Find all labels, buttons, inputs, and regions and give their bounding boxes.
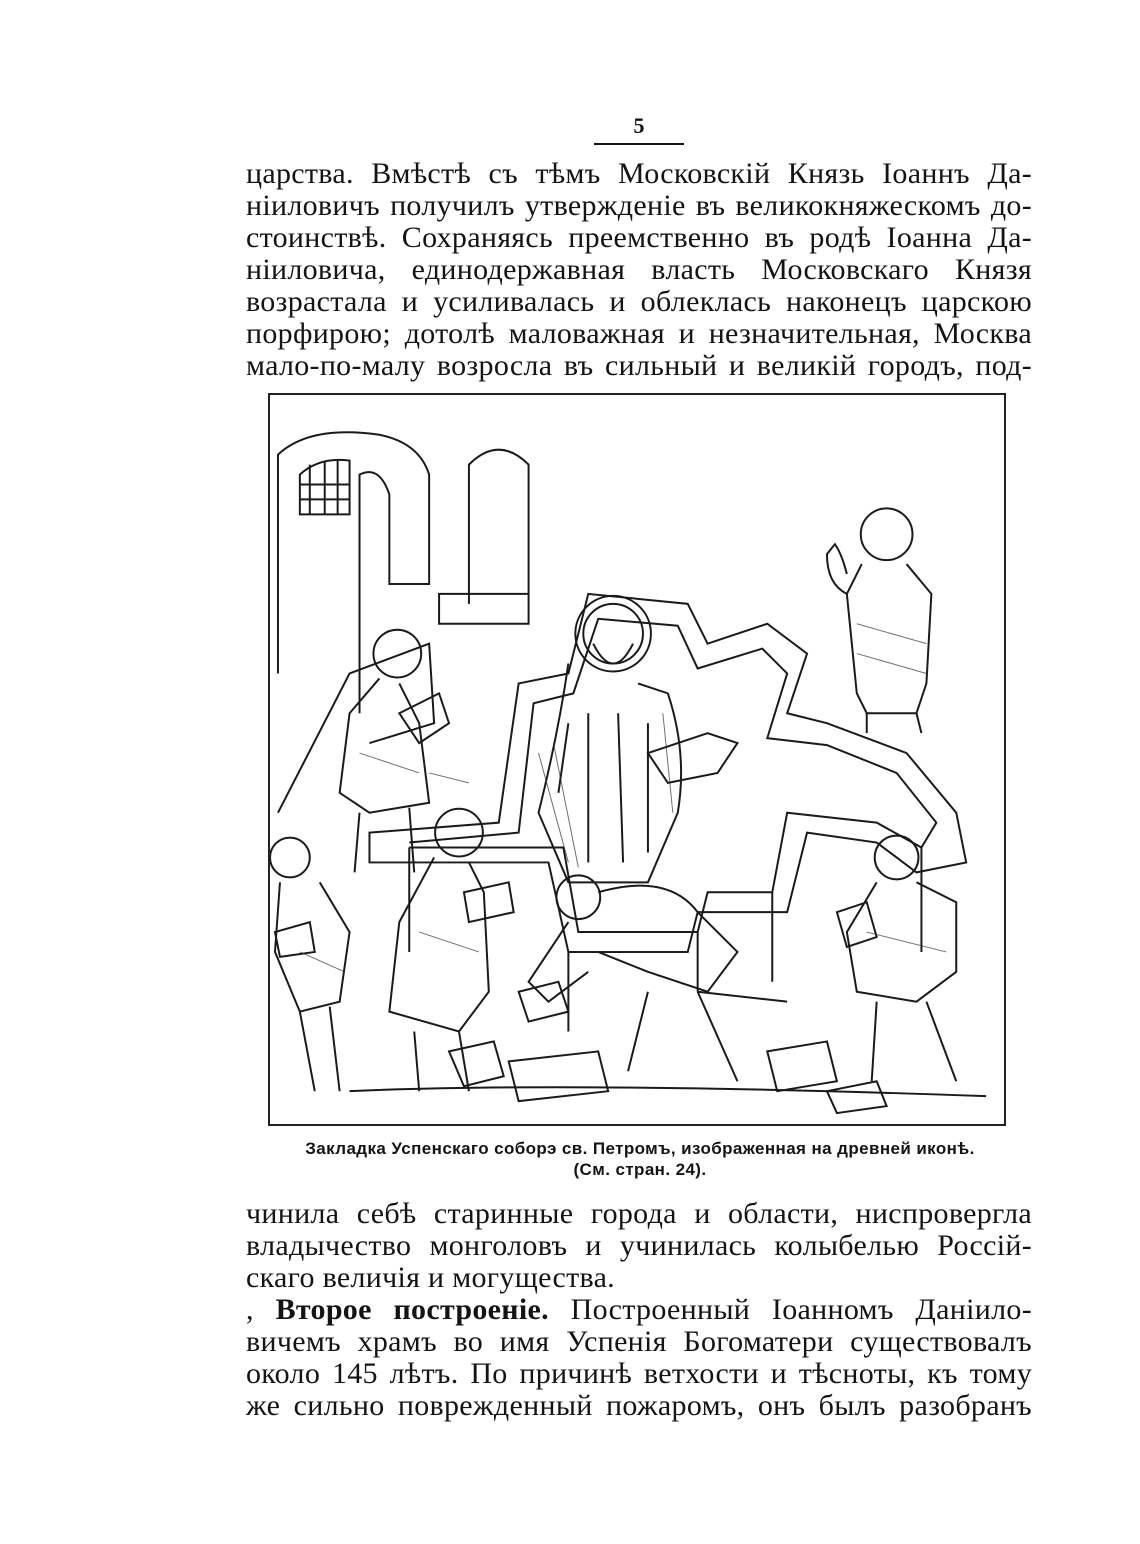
text-line: ніиловича, единодержавная власть Московскаго Князя [246,253,1032,286]
text-line: мало-по-малу возросла въ сильный и великій городъ, под- [246,349,1032,382]
text-line: чинила себѣ старинные города и области, ниспровергла [246,1197,1032,1230]
section-marker: , [246,1293,254,1326]
text-line: вичемъ храмъ во имя Успенія Богоматери существовалъ [246,1325,1032,1358]
text-line: около 145 лѣтъ. По причинѣ ветхости и тѣсноты, къ тому [246,1357,1032,1390]
page-number-rule [594,143,684,145]
section-first-line-text: Построенный Іоанномъ Даніило- [570,1293,1032,1326]
bottom-paragraph [246,1198,1032,1422]
figure-caption-line-1: Закладка Успенскаго соборэ св. Петромъ, изображенная на древней иконѣ. [305,1139,975,1158]
text-line: царства. Вмѣстѣ съ тѣмъ Московскій Князь Іоаннъ Да- [246,157,1032,190]
text-line: же сильно поврежденный пожаромъ, онъ былъ разобранъ [246,1389,1032,1422]
text-line: ніиловичъ получилъ утвержденіе въ великокняжескомъ до- [246,189,1032,222]
text-line: стоинствѣ. Сохраняясь преемственно въ родѣ Іоанна Да- [246,221,1032,254]
text-line: владычество монголовъ и учинилась колыбелью Россій- [246,1229,1032,1262]
text-line: порфирою; дотолѣ маловажная и незначительная, Москва [246,317,1032,350]
section-heading: Второе построеніе. [275,1293,549,1326]
engraving-drawing [270,395,1004,1124]
figure-caption-line-2: (См. стран. 24). [573,1160,707,1179]
text-line: скаго величія и могущества. [246,1261,615,1294]
page-number: 5 [633,113,645,138]
section-first-line [246,1294,1032,1326]
text-line: возрастала и усиливалась и облеклась наконецъ царскою [246,285,1032,318]
top-paragraph [246,158,1032,382]
icon-engraving-illustration [268,393,1006,1126]
